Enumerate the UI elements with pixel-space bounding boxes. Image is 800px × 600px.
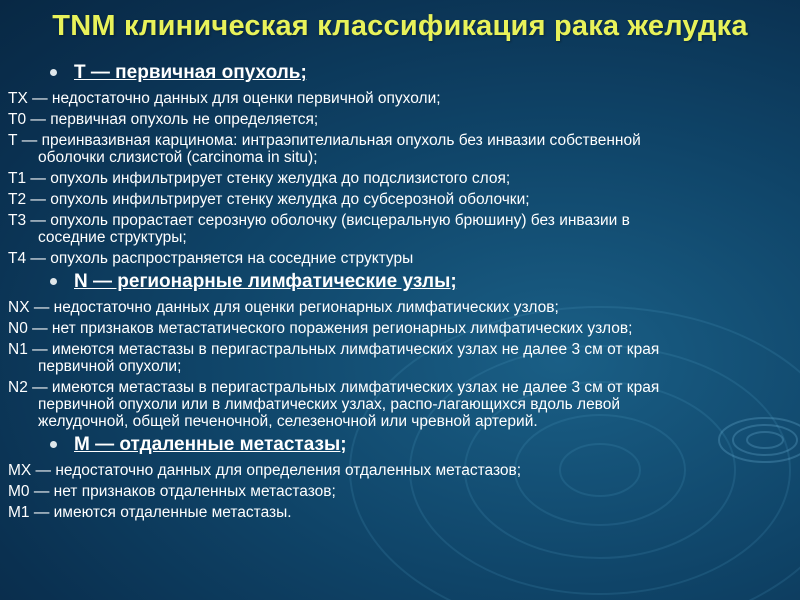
list-item: Т0 — первичная опухоль не определяется; <box>8 111 319 128</box>
list-item: МХ — недостаточно данных для определения отдаленных метастазов; <box>8 462 522 479</box>
list-item: Т1 — опухоль инфильтрирует стенку желудка до подслизистого слоя; <box>8 170 511 187</box>
bullet-icon <box>50 69 57 76</box>
list-item: М1 — имеются отдаленные метастазы. <box>8 504 292 521</box>
section-heading-n <box>74 271 788 293</box>
list-item: NХ — недостаточно данных для оценки регионарных лимфатических узлов; <box>8 299 559 316</box>
list-item: Т4 — опухоль распространяется на соседние структуры <box>8 250 414 267</box>
bullet-icon <box>50 278 57 285</box>
section-heading-label: N — регионарные лимфатические узлы; <box>74 271 457 292</box>
list-item: N1 — имеются метастазы в перигастральных лимфатических узлах не далее 3 см от края первичной опухоли; <box>8 341 660 375</box>
list-item: Т — преинвазивная карцинома: интраэпителиальная опухоль без инвазии собственной оболочки слизистой (carcinoma in situ); <box>8 132 641 166</box>
list-item: N2 — имеются метастазы в перигастральных лимфатических узлах не далее 3 см от края первичной опухоли или в лимфатических узлах, распо-лагающихся вдоль левой желудочной, общей печеночной, селезеночной или чревной артерий. <box>8 379 660 430</box>
bullet-icon <box>50 441 57 448</box>
section-heading-t <box>74 62 788 84</box>
section-heading-label: М — отдаленные метастазы; <box>74 434 347 455</box>
list-item: ТХ — недостаточно данных для оценки первичной опухоли; <box>8 90 441 107</box>
section-heading-label: Т — первичная опухоль; <box>74 62 307 83</box>
list-item: М0 — нет признаков отдаленных метастазов; <box>8 483 336 500</box>
list-item: Т3 — опухоль прорастает серозную оболочку (висцеральную брюшину) без инвазии в соседние структуры; <box>8 212 630 246</box>
slide-title: TNM клиническая классификация рака желудка <box>52 10 748 42</box>
classification-content <box>8 62 788 525</box>
list-item: N0 — нет признаков метастатического поражения регионарных лимфатических узлов; <box>8 320 633 337</box>
list-item: Т2 — опухоль инфильтрирует стенку желудка до субсерозной оболочки; <box>8 191 530 208</box>
section-heading-m <box>74 434 788 456</box>
